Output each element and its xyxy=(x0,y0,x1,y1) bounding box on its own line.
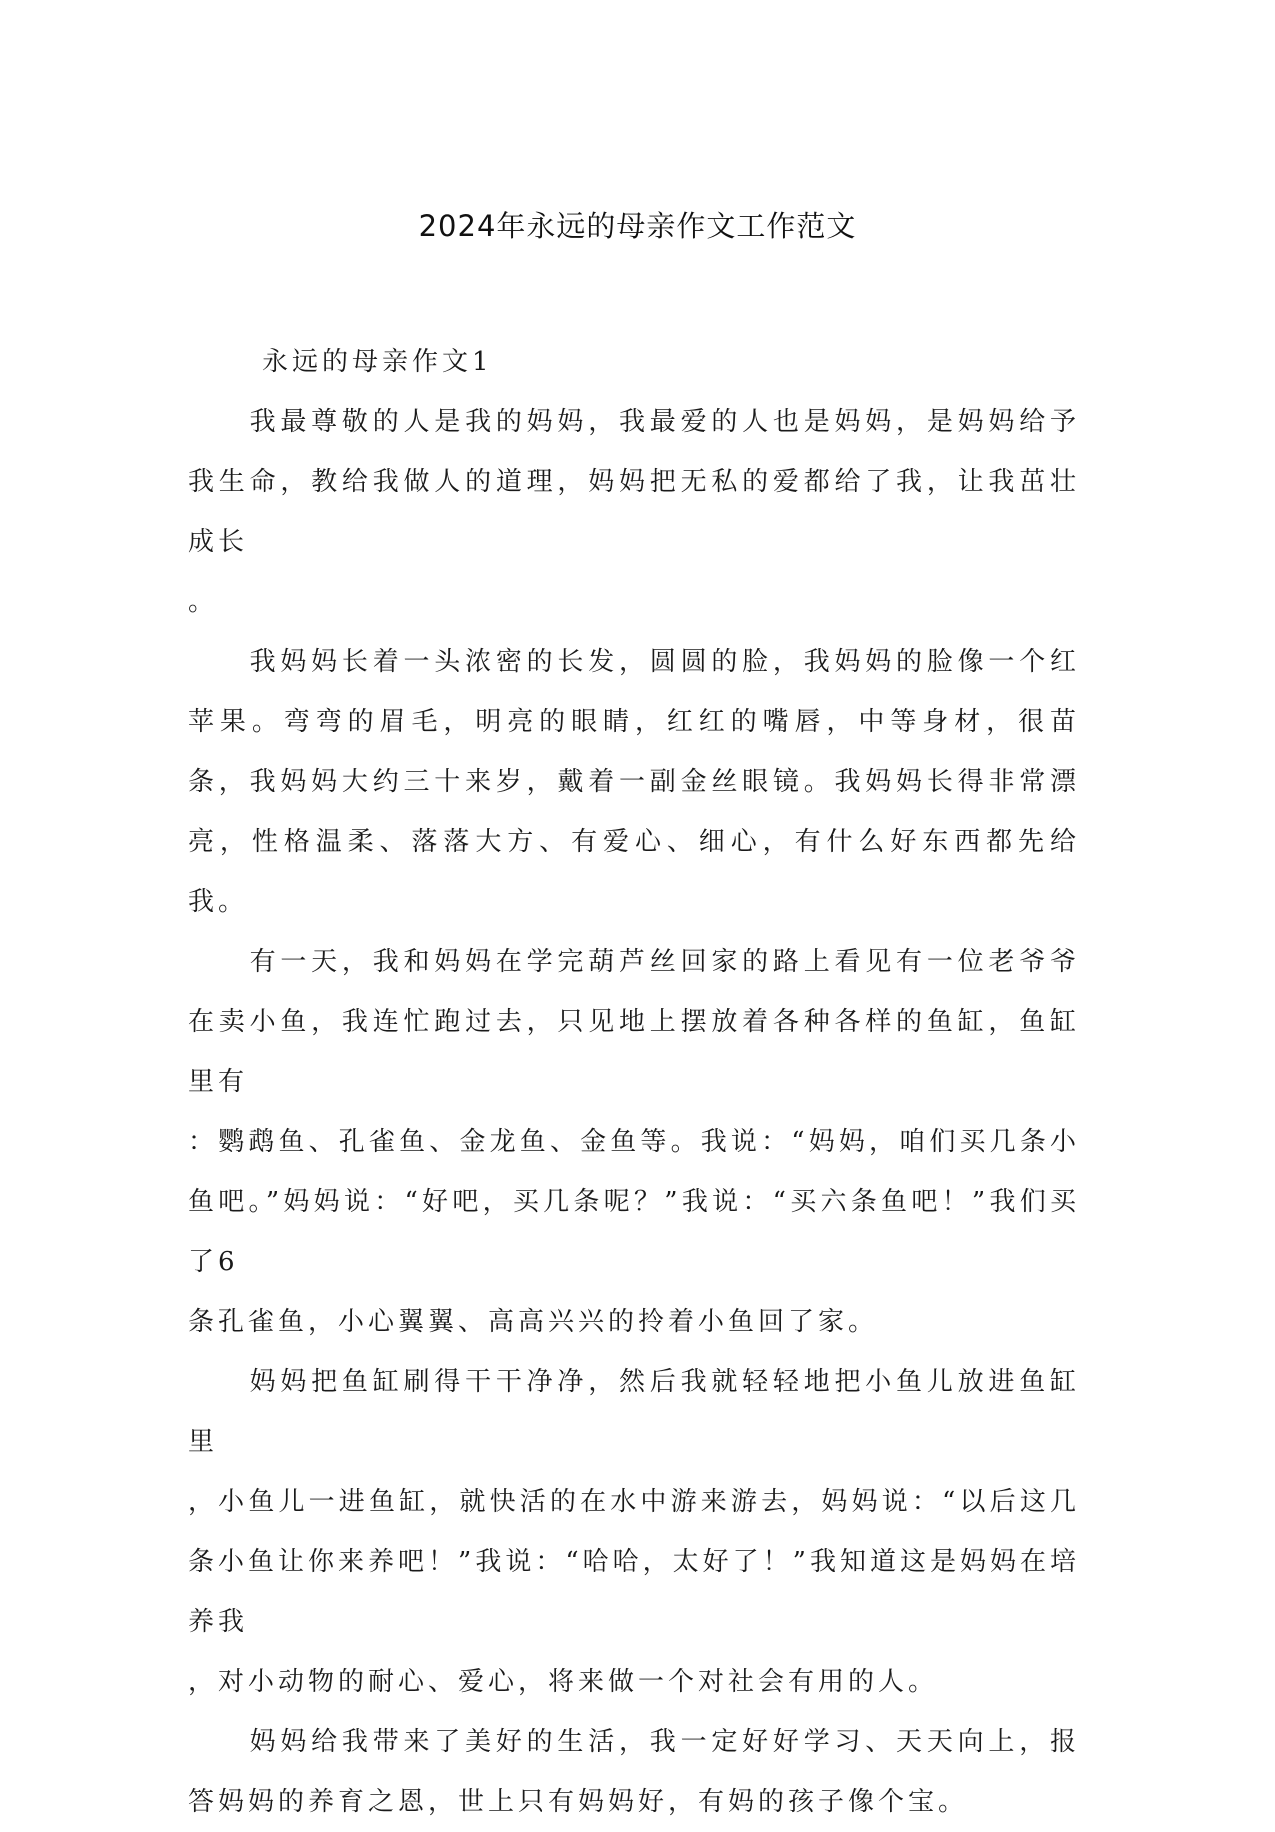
paragraph: 妈妈把鱼缸刷得干干净净，然后我就轻轻地把小鱼儿放进鱼缸里 ，小鱼儿一进鱼缸，就快活的在水中游来游去，妈妈说：“以后这几条小鱼让你来养吧！”我说：“哈哈，太好了！”我知道这是妈妈在培养我 ，对小动物的耐心、爱心，将来做一个对社会有用的人。 xyxy=(188,1367,1080,1697)
paragraph: 妈妈给我带来了美好的生活，我一定好好学习、天天向上，报答妈妈的养育之恩，世上只有妈妈好，有妈的孩子像个宝。 xyxy=(188,1727,1080,1817)
paragraph: 有一天，我和妈妈在学完葫芦丝回家的路上看见有一位老爷爷在卖小鱼，我连忙跑过去，只见地上摆放着各种各样的鱼缸，鱼缸里有 ：鹦鹉鱼、孔雀鱼、金龙鱼、金鱼等。我说：“妈妈，咱们买几条小鱼吧。”妈妈说：“好吧，买几条呢？”我说：“买六条鱼吧！”我们买了6 条孔雀鱼，小心翼翼、高高兴兴的拎着小鱼回了家。 xyxy=(188,947,1080,1337)
paragraph: 我妈妈长着一头浓密的长发，圆圆的脸，我妈妈的脸像一个红苹果。弯弯的眉毛，明亮的眼睛，红红的嘴唇，中等身材，很苗条，我妈妈大约三十来岁，戴着一副金丝眼镜。我妈妈长得非常漂亮，性格温柔、落落大方、有爱心、细心，有什么好东西都先给我。 xyxy=(188,647,1080,917)
document-body xyxy=(188,332,1080,1832)
section-heading: 永远的母亲作文1 xyxy=(262,347,493,377)
paragraph: 我最尊敬的人是我的妈妈，我最爱的人也是妈妈，是妈妈给予我生命，教给我做人的道理，妈妈把无私的爱都给了我，让我茁壮成长 。 xyxy=(188,407,1080,617)
document-title: 2024年永远的母亲作文工作范文 xyxy=(418,209,857,243)
